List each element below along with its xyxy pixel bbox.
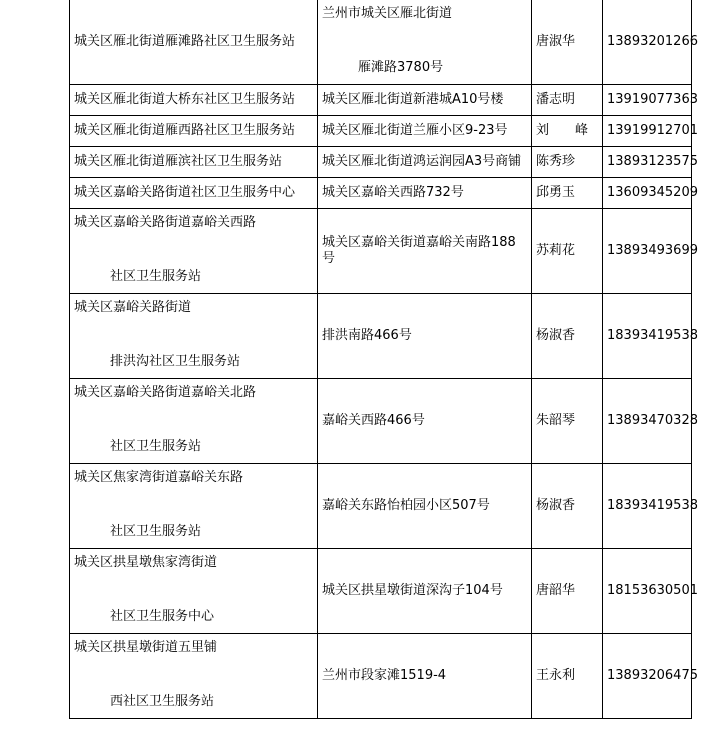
institution-name-line-1: 城关区嘉峪关路街道社区卫生服务中心 bbox=[74, 185, 296, 200]
phone-number: 13919912701 bbox=[607, 123, 698, 138]
institution-name-line-2: 社区卫生服务中心 bbox=[110, 609, 215, 624]
address-line-1: 城关区拱星墩街道深沟子104号 bbox=[322, 583, 503, 598]
cell-institution-name bbox=[70, 85, 318, 116]
cell-address bbox=[318, 209, 532, 294]
cell-contact-person bbox=[532, 464, 603, 549]
contact-person-name: 刘 峰 bbox=[536, 123, 589, 138]
cell-address bbox=[318, 116, 532, 147]
address-stack bbox=[322, 0, 527, 84]
contact-person-name: 王永利 bbox=[536, 668, 576, 683]
cell-contact-person bbox=[532, 147, 603, 178]
institution-name-line-2: 社区卫生服务站 bbox=[110, 524, 202, 539]
institution-name-line-2: 社区卫生服务站 bbox=[110, 439, 202, 454]
table-row bbox=[70, 178, 692, 209]
institution-name-line-1: 城关区雁北街道大桥东社区卫生服务站 bbox=[74, 92, 296, 107]
institution-name-line-1: 城关区雁北街道雁滩路社区卫生服务站 bbox=[74, 34, 296, 49]
cell-address bbox=[318, 147, 532, 178]
cell-contact-person bbox=[532, 178, 603, 209]
cell-contact-person bbox=[532, 379, 603, 464]
table-body bbox=[70, 0, 698, 719]
cell-address bbox=[318, 85, 532, 116]
cell-institution-name bbox=[70, 116, 318, 147]
contact-person-name: 苏莉花 bbox=[536, 243, 576, 258]
address-line-1: 城关区嘉峪关街道嘉峪关南路188号 bbox=[322, 235, 516, 266]
institution-name-line-2: 排洪沟社区卫生服务站 bbox=[110, 354, 241, 369]
cell-address bbox=[318, 549, 532, 634]
cell-address bbox=[318, 379, 532, 464]
institution-name-line-1: 城关区焦家湾街道嘉峪关东路 bbox=[74, 470, 244, 485]
cell-institution-name bbox=[70, 379, 318, 464]
cell-institution-name bbox=[70, 0, 318, 85]
contact-person-name: 陈秀珍 bbox=[536, 154, 576, 169]
contact-person-name: 潘志明 bbox=[536, 92, 576, 107]
contact-person-name: 朱韶琴 bbox=[536, 413, 576, 428]
table-row bbox=[70, 209, 692, 294]
contact-person-name: 唐淑华 bbox=[536, 34, 576, 49]
cell-phone-number bbox=[603, 379, 698, 464]
contact-person-name: 唐韶华 bbox=[536, 583, 576, 598]
cell-institution-name bbox=[70, 294, 318, 379]
cell-address bbox=[318, 464, 532, 549]
phone-number: 18393419538 bbox=[607, 328, 698, 343]
cell-phone-number bbox=[603, 464, 698, 549]
cell-contact-person bbox=[532, 0, 603, 85]
cell-address bbox=[318, 294, 532, 379]
phone-number: 13919077363 bbox=[607, 92, 698, 107]
table-row bbox=[70, 634, 692, 719]
institution-name-line-1: 城关区雁北街道雁西路社区卫生服务站 bbox=[74, 123, 296, 138]
cell-contact-person bbox=[532, 294, 603, 379]
cell-phone-number bbox=[603, 116, 698, 147]
institution-name-line-1: 城关区拱星墩焦家湾街道 bbox=[74, 555, 218, 570]
address-line-1: 兰州市段家滩1519-4 bbox=[322, 668, 447, 683]
phone-number: 13893493699 bbox=[607, 243, 698, 258]
table-row bbox=[70, 85, 692, 116]
phone-number: 13893123575 bbox=[607, 154, 698, 169]
cell-phone-number bbox=[603, 178, 698, 209]
cell-phone-number bbox=[603, 147, 698, 178]
cell-institution-name bbox=[70, 634, 318, 719]
address-line-1: 城关区雁北街道兰雁小区9-23号 bbox=[322, 123, 508, 138]
cell-institution-name bbox=[70, 178, 318, 209]
institution-name-stack bbox=[74, 209, 313, 293]
institution-name-line-1: 城关区雁北街道雁滨社区卫生服务站 bbox=[74, 154, 283, 169]
contact-person-name: 邱勇玉 bbox=[536, 185, 576, 200]
table-row bbox=[70, 379, 692, 464]
table-row bbox=[70, 294, 692, 379]
institution-name-stack bbox=[74, 294, 313, 378]
cell-phone-number bbox=[603, 549, 698, 634]
institution-name-line-1: 城关区嘉峪关路街道 bbox=[74, 300, 192, 315]
institution-name-line-1: 城关区嘉峪关路街道嘉峪关北路 bbox=[74, 385, 257, 400]
address-line-1: 嘉峪关西路466号 bbox=[322, 413, 425, 428]
phone-number: 13893206475 bbox=[607, 668, 698, 683]
phone-number: 13609345209 bbox=[607, 185, 698, 200]
cell-contact-person bbox=[532, 549, 603, 634]
cell-institution-name bbox=[70, 464, 318, 549]
cell-phone-number bbox=[603, 294, 698, 379]
table-container bbox=[69, 0, 698, 719]
institution-name-line-1: 城关区嘉峪关路街道嘉峪关西路 bbox=[74, 215, 257, 230]
cell-phone-number bbox=[603, 0, 698, 85]
table-row bbox=[70, 116, 692, 147]
institution-name-line-1: 城关区拱星墩街道五里铺 bbox=[74, 640, 218, 655]
cell-institution-name bbox=[70, 549, 318, 634]
address-line-1: 嘉峪关东路怡柏园小区507号 bbox=[322, 498, 490, 513]
cell-address bbox=[318, 634, 532, 719]
contact-person-name: 杨淑香 bbox=[536, 498, 576, 513]
cell-phone-number bbox=[603, 209, 698, 294]
address-line-1: 城关区雁北街道鸿运润园A3号商铺 bbox=[322, 154, 522, 169]
institution-name-line-2: 西社区卫生服务站 bbox=[110, 694, 215, 709]
institution-name-stack bbox=[74, 464, 313, 548]
cell-institution-name bbox=[70, 147, 318, 178]
cell-address bbox=[318, 0, 532, 85]
cell-contact-person bbox=[532, 634, 603, 719]
phone-number: 13893470328 bbox=[607, 413, 698, 428]
community-health-stations-table bbox=[69, 0, 698, 719]
address-line-1: 兰州市城关区雁北街道 bbox=[322, 6, 453, 21]
table-row bbox=[70, 464, 692, 549]
table-row bbox=[70, 147, 692, 178]
cell-institution-name bbox=[70, 209, 318, 294]
institution-name-stack bbox=[74, 634, 313, 718]
cell-contact-person bbox=[532, 209, 603, 294]
institution-name-stack bbox=[74, 549, 313, 633]
phone-number: 18393419538 bbox=[607, 498, 698, 513]
address-line-1: 城关区嘉峪关西路732号 bbox=[322, 185, 464, 200]
cell-address bbox=[318, 178, 532, 209]
address-line-2: 雁滩路3780号 bbox=[358, 60, 444, 75]
table-row bbox=[70, 549, 692, 634]
cell-contact-person bbox=[532, 85, 603, 116]
address-line-1: 城关区雁北街道新港城A10号楼 bbox=[322, 92, 504, 107]
institution-name-stack bbox=[74, 379, 313, 463]
contact-person-name: 杨淑香 bbox=[536, 328, 576, 343]
phone-number: 18153630501 bbox=[607, 583, 698, 598]
cell-phone-number bbox=[603, 85, 698, 116]
cell-phone-number bbox=[603, 634, 698, 719]
table-row bbox=[70, 0, 692, 85]
phone-number: 13893201266 bbox=[607, 34, 698, 49]
address-line-1: 排洪南路466号 bbox=[322, 328, 412, 343]
cell-contact-person bbox=[532, 116, 603, 147]
institution-name-line-2: 社区卫生服务站 bbox=[110, 269, 202, 284]
